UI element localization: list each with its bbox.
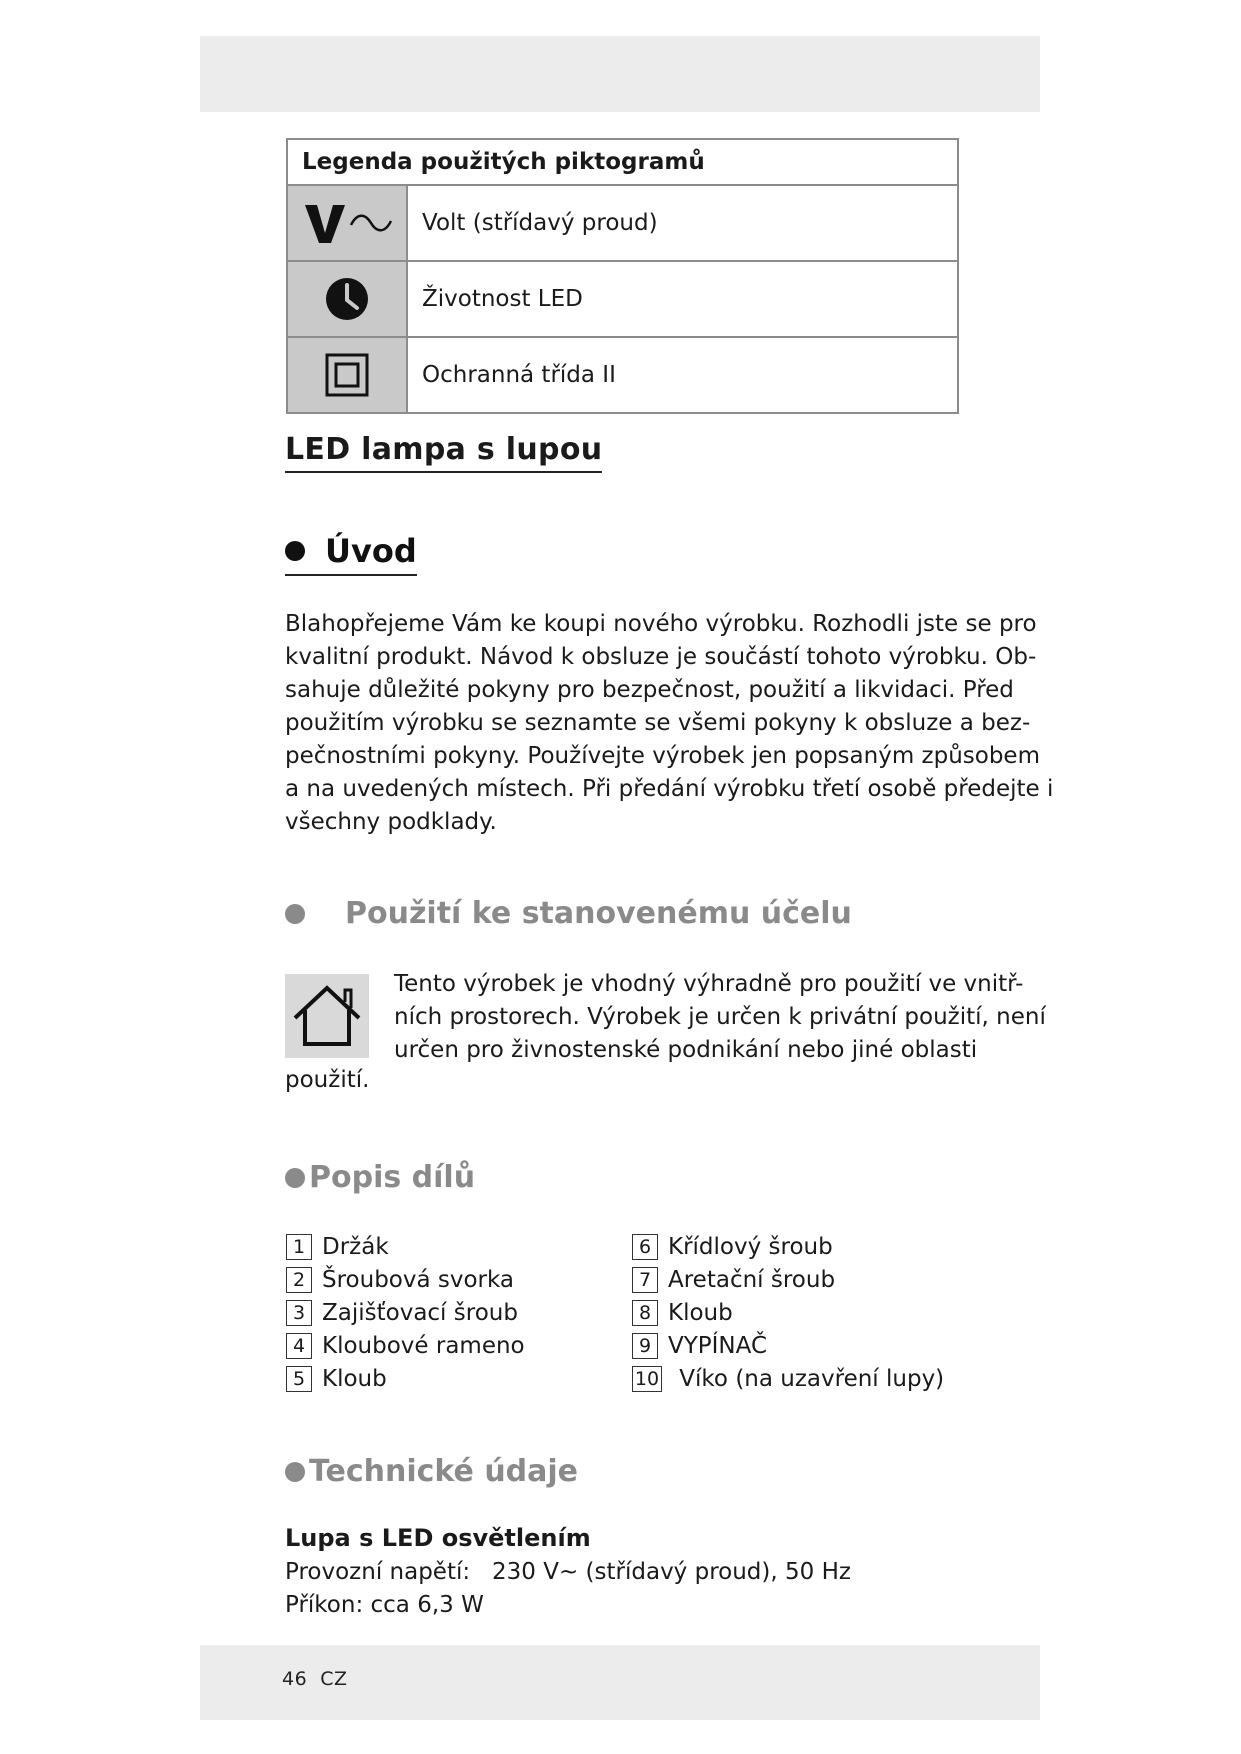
intro-heading-text: Úvod bbox=[325, 532, 417, 570]
header-band bbox=[200, 36, 1040, 112]
legend-title: Legenda použitých piktogramů bbox=[288, 140, 957, 186]
intro-line: pečnostními pokyny. Používejte výrobek jen popsaným způsobem bbox=[285, 743, 1040, 769]
intro-line: použitím výrobku se seznamte se všemi pokyny k obsluze a bez- bbox=[285, 710, 1031, 736]
legend-table bbox=[286, 138, 959, 414]
tech-power: Příkon: cca 6,3 W bbox=[285, 1592, 484, 1618]
bullet-icon bbox=[285, 1168, 305, 1188]
language-code: CZ bbox=[320, 1668, 348, 1690]
intended-use-tail: použití. bbox=[285, 1067, 370, 1093]
list-item bbox=[632, 1362, 944, 1395]
document-title: LED lampa s lupou bbox=[285, 432, 602, 473]
parts-list-right bbox=[632, 1230, 944, 1395]
protection-class-ii-icon bbox=[288, 338, 408, 412]
intro-line: Blahopřejeme Vám ke koupi nového výrobku. Rozhodli jste se pro bbox=[285, 611, 1037, 637]
tech-voltage: Provozní napětí: 230 V~ (střídavý proud), 50 Hz bbox=[285, 1559, 851, 1585]
bullet-icon bbox=[285, 904, 305, 924]
intro-line: sahuje důležité pokyny pro bezpečnost, použití a likvidaci. Před bbox=[285, 677, 1014, 703]
part-label: Víko (na uzavření lupy) bbox=[672, 1365, 945, 1392]
part-label: Zajišťovací šroub bbox=[322, 1299, 518, 1326]
part-number: 6 bbox=[632, 1234, 658, 1260]
legend-row bbox=[288, 186, 957, 262]
list-item bbox=[286, 1362, 525, 1395]
part-label: Aretační šroub bbox=[668, 1266, 836, 1293]
legend-row bbox=[288, 262, 957, 338]
list-item bbox=[632, 1263, 944, 1296]
part-label: Šroubová svorka bbox=[322, 1266, 515, 1293]
intended-use-line: určen pro živnostenské podnikání nebo jiné oblasti bbox=[394, 1037, 978, 1063]
clock-icon bbox=[288, 262, 408, 336]
part-number: 8 bbox=[632, 1300, 658, 1326]
legend-row bbox=[288, 338, 957, 412]
list-item bbox=[286, 1263, 525, 1296]
page-number: 46 bbox=[282, 1668, 308, 1690]
intro-paragraph bbox=[285, 608, 1054, 839]
list-item bbox=[632, 1296, 944, 1329]
intro-line: a na uvedených místech. Při předání výrobku třetí osobě předejte i bbox=[285, 776, 1054, 802]
bullet-icon bbox=[285, 541, 305, 561]
house-icon bbox=[285, 974, 369, 1058]
legend-label: Životnost LED bbox=[422, 286, 583, 312]
part-label: Křídlový šroub bbox=[668, 1233, 833, 1260]
part-label: VYPÍNAČ bbox=[668, 1332, 768, 1359]
list-item bbox=[632, 1230, 944, 1263]
part-number: 7 bbox=[632, 1267, 658, 1293]
part-label: Kloub bbox=[322, 1365, 387, 1392]
intended-use-line: ních prostorech. Výrobek je určen k privátní použití, není bbox=[394, 1004, 1046, 1030]
part-label: Kloub bbox=[668, 1299, 733, 1326]
parts-heading-text: Popis dílů bbox=[309, 1160, 476, 1195]
section-tech-heading bbox=[285, 1454, 578, 1489]
list-item bbox=[286, 1329, 525, 1362]
part-label: Držák bbox=[322, 1233, 389, 1260]
intended-use-paragraph bbox=[394, 968, 1046, 1067]
tech-subheading: Lupa s LED osvětlením bbox=[285, 1524, 591, 1552]
tech-heading-text: Technické údaje bbox=[309, 1454, 579, 1489]
intro-line: všechny podklady. bbox=[285, 809, 497, 835]
intro-line: kvalitní produkt. Návod k obsluze je součástí tohoto výrobku. Ob- bbox=[285, 644, 1037, 670]
page-footer bbox=[282, 1668, 348, 1690]
list-item bbox=[286, 1230, 525, 1263]
section-intended-use-heading bbox=[285, 896, 852, 931]
bullet-icon bbox=[285, 1462, 305, 1482]
part-number: 9 bbox=[632, 1333, 658, 1359]
section-intro-heading bbox=[285, 532, 417, 576]
legend-label: Ochranná třída II bbox=[422, 362, 616, 388]
parts-list-left bbox=[286, 1230, 525, 1395]
list-item bbox=[286, 1296, 525, 1329]
part-number: 1 bbox=[286, 1234, 312, 1260]
intended-use-line: Tento výrobek je vhodný výhradně pro použití ve vnitř- bbox=[394, 971, 1024, 997]
part-number: 5 bbox=[286, 1366, 312, 1392]
volt-ac-icon bbox=[288, 186, 408, 260]
part-number: 3 bbox=[286, 1300, 312, 1326]
part-number: 4 bbox=[286, 1333, 312, 1359]
intended-use-heading-text: Použití ke stanovenému účelu bbox=[345, 896, 852, 931]
part-label: Kloubové rameno bbox=[322, 1332, 525, 1359]
part-number: 10 bbox=[632, 1366, 662, 1392]
part-number: 2 bbox=[286, 1267, 312, 1293]
section-parts-heading bbox=[285, 1160, 475, 1195]
list-item bbox=[632, 1329, 944, 1362]
legend-label: Volt (střídavý proud) bbox=[422, 210, 658, 236]
